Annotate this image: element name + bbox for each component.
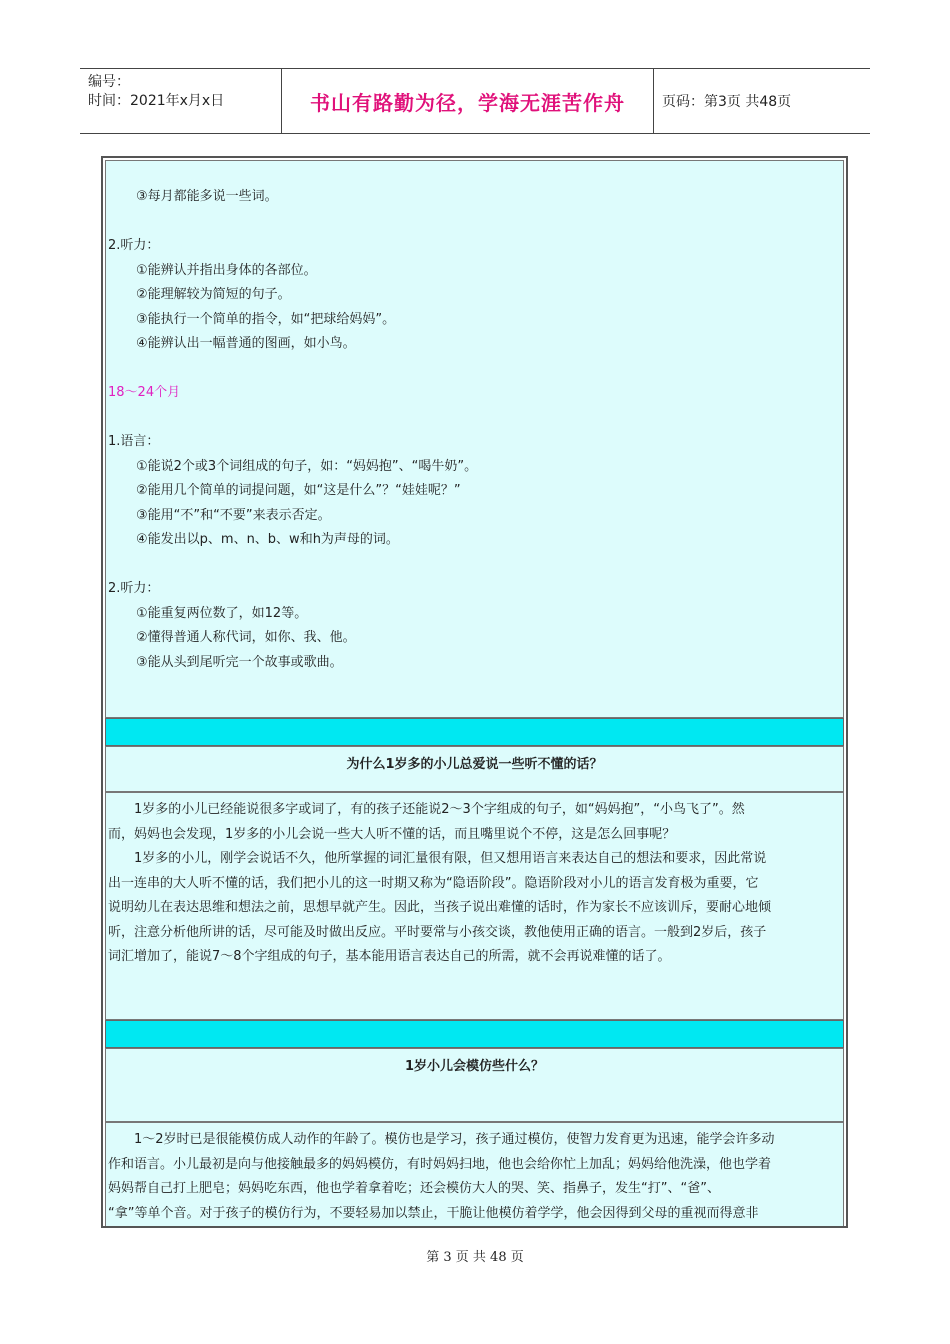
page-header [80,68,870,134]
section-divider-bar [105,718,844,746]
text-line: 2.听力： [108,581,160,596]
paragraph-line: 而，妈妈也会发现，1岁多的小儿会说一些大人听不懂的话，而且嘴里说个不停，这是怎么回事呢？ [108,826,676,842]
blank-line [108,210,843,235]
header-motto: 书山有路勤为径，学海无涯苦作舟 [282,69,654,133]
doc-number-label: 编号： [88,74,130,90]
text-line: 18～24个月 [108,385,181,400]
paragraph-line: 出一连串的大人听不懂的话，我们把小儿的这一时期又称为“隐语阶段”。隐语阶段对小儿的语言发育极为重要，它 [108,875,759,891]
text-line: ②能理解较为简短的句子。 [136,287,291,302]
section-answer-body [105,1122,844,1228]
paragraph-line: 词汇增加了，能说7～8个字组成的句子，基本能用语言表达自己的所需，就不会再说难懂的话了。 [108,949,671,964]
text-line: ④能辨认出一幅普通的图画，如小鸟。 [136,336,356,351]
header-page-info: 页码：第3页 共48页 [662,94,792,110]
doc-time-label: 时间：2021年x月x日 [88,93,225,109]
question-heading: 1岁小儿会模仿些什么？ [404,1059,545,1074]
paragraph-line: 说明幼儿在表达思维和想法之前，思想早就产生。因此，当孩子说出难懂的话时，作为家长不应该训斥，要耐心地倾 [108,900,772,915]
header-meta [80,69,282,133]
paragraph-line: 作和语言。小儿最初是向与他接触最多的妈妈模仿，有时妈妈扫地，他也会给你忙上加乱；妈妈给他洗澡，他也学着 [108,1156,772,1172]
text-line: ③能从头到尾听完一个故事或歌曲。 [136,654,343,670]
content-frame [101,156,848,1228]
text-line: ③能用“不”和“不要”来表示否定。 [136,507,331,523]
paragraph-line: 1岁多的小儿，刚学会说话不久，他所掌握的词汇量很有限，但又想用语言来表达自己的想法和要求，因此常说 [108,851,767,866]
paragraph-line: 1～2岁时已是很能模仿成人动作的年龄了。模仿也是学习，孩子通过模仿，使智力发育更为迅速，能学会许多动 [108,1132,775,1147]
text-line: ①能辨认并指出身体的各部位。 [136,262,317,278]
paragraph-line: “拿”等单个音。对于孩子的模仿行为，不要轻易加以禁止，干脆让他模仿着学学，他会因得到父母的重视而得意非 [108,1205,759,1221]
text-line: ④能发出以p、m、n、b、w和h为声母的词。 [136,532,399,547]
blank-line [108,357,843,382]
text-line: ①能说2个或3个词组成的句子，如：“妈妈抱”、“喝牛奶”。 [136,458,478,474]
text-line: 2.听力： [108,238,160,253]
page-footer: 第 3 页 共 48 页 [426,1250,524,1265]
question-heading: 为什么1岁多的小儿总爱说一些听不懂的话？ [346,757,603,772]
section-title [105,1048,844,1122]
text-line: ③能执行一个简单的指令，如“把球给妈妈”。 [136,311,396,327]
text-line: ③每月都能多说一些词。 [136,189,278,204]
text-line: ②能用几个简单的词提问题，如“这是什么”？“娃娃呢？” [136,483,461,498]
section-answer-body [105,792,844,1020]
section-divider-bar [105,1020,844,1048]
paragraph-line: 妈妈帮自己打上肥皂；妈妈吃东西，他也学着拿着吃；还会模仿大人的哭、笑、指鼻子，发生“打”、“爸”、 [108,1181,720,1196]
text-line: ②懂得普通人称代词，如你、我、他。 [136,630,356,645]
section-title [105,746,844,792]
text-line: 1.语言： [108,434,160,449]
paragraph-line: 1岁多的小儿已经能说很多字或词了，有的孩子还能说2～3个字组成的句子，如“妈妈抱”，“小鸟飞了”。然 [108,802,745,817]
text-line: ①能重复两位数了，如12等。 [136,605,308,621]
section-language-milestones [105,160,844,718]
paragraph-line: 听，注意分析他所讲的话，尽可能及时做出反应。平时要常与小孩交谈，教他使用正确的语言。一般到2岁后，孩子 [108,924,767,940]
blank-line [108,553,843,578]
blank-line [108,406,843,431]
